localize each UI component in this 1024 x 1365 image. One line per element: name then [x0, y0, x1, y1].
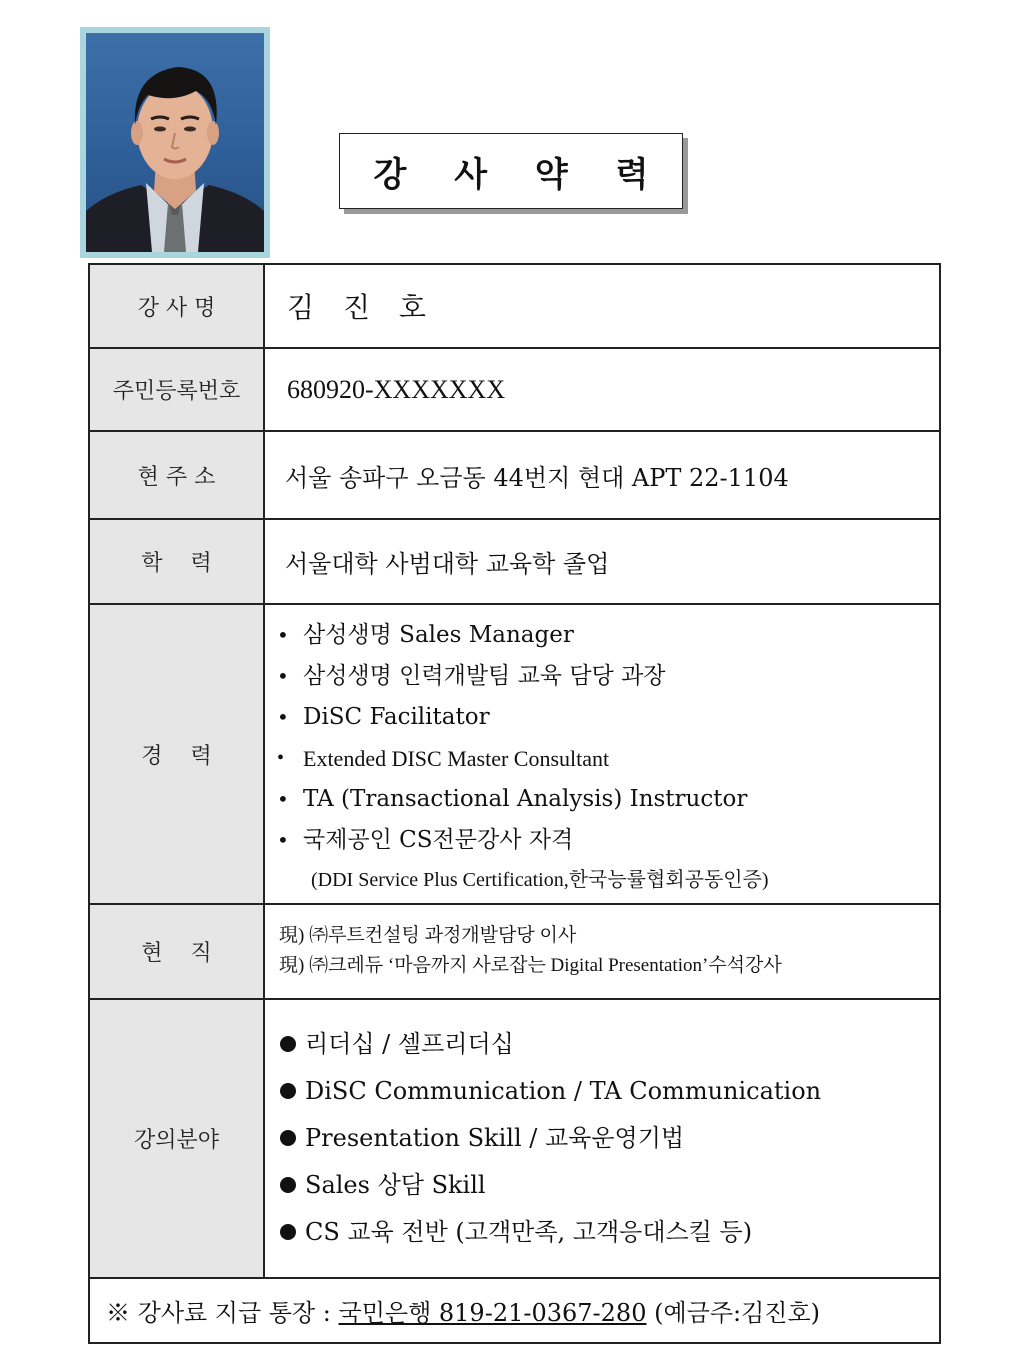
education-row: [89, 519, 940, 604]
list-item: • 국제공인 CS전문강사 자격: [275, 820, 939, 861]
id-number-label: 주민등록번호: [89, 348, 264, 431]
lecture-fields-cell: [264, 999, 940, 1278]
profile-table: [88, 263, 941, 1344]
career-label: 경 력: [89, 604, 264, 904]
name-row: [89, 264, 940, 348]
address-value: 서울 송파구 오금동 44번지 현대 APT 22-1104: [264, 431, 940, 519]
list-item: DiSC Communication / TA Communication: [279, 1068, 939, 1115]
portrait-illustration: [86, 33, 264, 252]
current-position-line: 現) ㈜크레듀 ‘마음까지 사로잡는 Digital Presentation’수석강사: [279, 954, 782, 976]
career-cell: [264, 604, 940, 904]
address-row: [89, 431, 940, 519]
title-box: [339, 133, 683, 209]
list-item: Presentation Skill / 교육운영기법: [279, 1115, 939, 1162]
list-item: • TA (Transactional Analysis) Instructor: [275, 779, 939, 820]
career-list: [265, 605, 939, 871]
list-item: • 삼성생명 인력개발팀 교육 담당 과장: [275, 656, 939, 697]
current-position-line: 現) ㈜루트컨설팅 과정개발담당 이사: [279, 924, 577, 946]
lecture-fields-row: [89, 999, 940, 1278]
list-item: CS 교육 전반 (고객만족, 고객응대스킬 등): [279, 1209, 939, 1256]
education-label: 학 력: [89, 519, 264, 604]
id-number-row: [89, 348, 940, 431]
account-holder: (예금주:김진호): [646, 1299, 821, 1327]
name-value: 김 진 호: [264, 264, 940, 348]
lecture-fields-list: [265, 1001, 939, 1276]
education-value: 서울대학 사범대학 교육학 졸업: [264, 519, 940, 604]
payment-prefix: ※ 강사료 지급 통장 :: [106, 1299, 339, 1327]
current-position-row: [89, 904, 940, 999]
page-title: 강 사 약 력: [373, 154, 667, 195]
id-number-value: 680920-XXXXXXX: [264, 348, 940, 431]
profile-photo-frame: [80, 27, 270, 258]
list-item: • DiSC Facilitator: [275, 697, 939, 738]
profile-photo: [86, 33, 264, 252]
list-item: 리더십 / 셀프리더십: [279, 1021, 939, 1068]
name-label: 강 사 명: [89, 264, 264, 348]
lecture-fields-label: 강의분야: [89, 999, 264, 1278]
address-label: 현 주 소: [89, 431, 264, 519]
bank-account: 국민은행 819-21-0367-280: [338, 1299, 647, 1327]
current-position-cell: [264, 904, 940, 999]
current-position-label: 현 직: [89, 904, 264, 999]
list-item: Sales 상담 Skill: [279, 1162, 939, 1209]
career-sub-note: (DDI Service Plus Certification,한국능률협회공동인증): [311, 869, 769, 891]
list-item: • 삼성생명 Sales Manager: [275, 615, 939, 656]
career-row: [89, 604, 940, 904]
payment-info: [89, 1278, 940, 1343]
list-item: • Extended DISC Master Consultant: [275, 738, 939, 779]
footer-row: [89, 1278, 940, 1343]
